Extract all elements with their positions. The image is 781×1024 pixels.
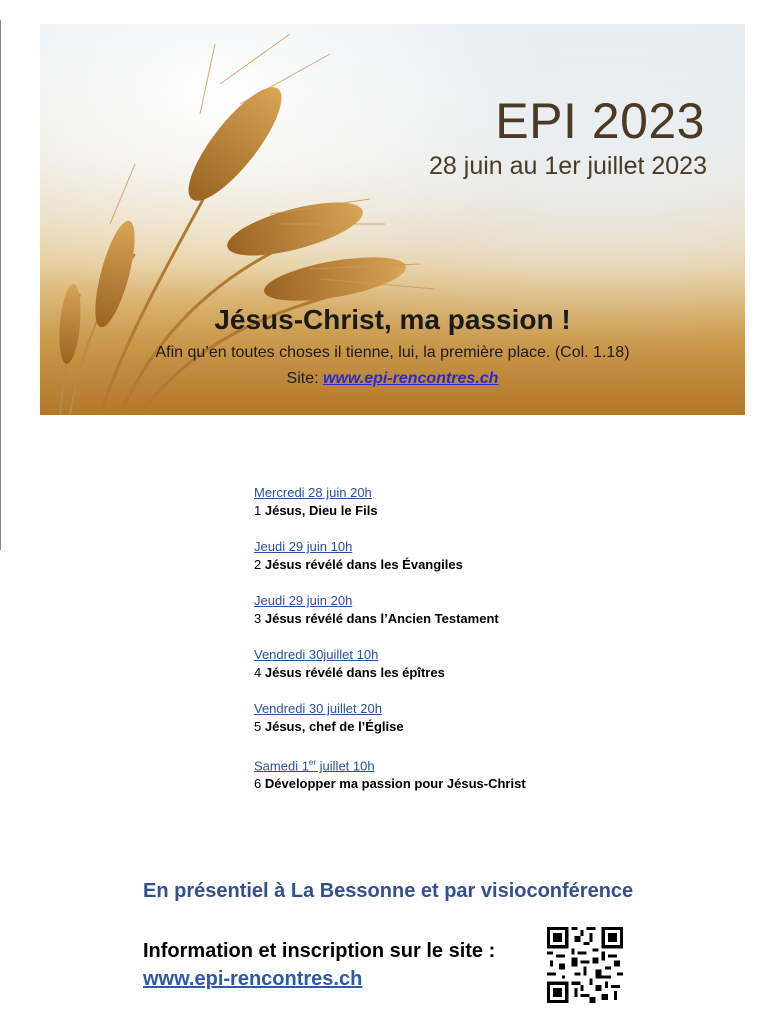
banner-site-link[interactable]: www.epi-rencontres.ch	[323, 370, 499, 387]
session-title	[254, 556, 526, 574]
session-number: 6	[254, 776, 262, 792]
site-label: Site:	[286, 370, 323, 387]
session-list	[254, 484, 526, 811]
event-banner	[40, 24, 745, 415]
session-item	[254, 484, 526, 520]
session-title-text: Développer ma passion pour Jésus-Christ	[264, 776, 526, 792]
session-title-text: Jésus, Dieu le Fils	[264, 503, 378, 518]
session-item	[254, 754, 526, 793]
bible-verse: Afin qu’en toutes choses il tienne, lui, la première place. (Col. 1.18)	[155, 344, 630, 361]
session-title	[254, 775, 526, 793]
session-title	[254, 718, 526, 736]
session-title-text: Jésus révélé dans l’Ancien Testament	[264, 611, 499, 626]
session-title-text: Jésus révélé dans les épîtres	[264, 665, 445, 680]
session-date[interactable]: Vendredi 30 juillet 20h	[254, 701, 382, 716]
session-date[interactable]: Samedi 1er juillet 10h	[254, 758, 375, 774]
session-number: 5	[254, 719, 262, 734]
session-title	[254, 502, 526, 520]
event-dates: 28 juin au 1er juillet 2023	[429, 152, 707, 180]
session-number: 3	[254, 611, 262, 626]
session-number: 4	[254, 665, 262, 680]
session-item	[254, 592, 526, 628]
session-title	[254, 664, 526, 682]
attendance-info: En présentiel à La Bessonne et par visioconférence	[143, 880, 634, 902]
event-theme: Jésus-Christ, ma passion !	[214, 304, 571, 335]
session-date[interactable]: Mercredi 28 juin 20h	[254, 485, 372, 500]
banner-site-line	[40, 370, 745, 388]
session-number: 2	[254, 557, 262, 572]
session-item	[254, 700, 526, 736]
margin-rule	[0, 20, 1, 550]
registration-info: Information et inscription sur le site :	[143, 940, 496, 962]
session-number: 1	[254, 503, 262, 518]
session-date[interactable]: Jeudi 29 juin 10h	[254, 539, 353, 554]
footer-site-link[interactable]: www.epi-rencontres.ch	[143, 968, 363, 990]
qr-code-icon[interactable]	[547, 927, 623, 1003]
event-title: EPI 2023	[495, 93, 705, 149]
session-item	[254, 538, 526, 574]
session-date[interactable]: Jeudi 29 juin 20h	[254, 593, 353, 608]
session-date[interactable]: Vendredi 30juillet 10h	[254, 647, 379, 662]
session-title-text: Jésus révélé dans les Évangiles	[264, 557, 463, 572]
session-title-text: Jésus, chef de l’Église	[264, 719, 404, 734]
session-item	[254, 646, 526, 682]
session-title	[254, 610, 526, 628]
